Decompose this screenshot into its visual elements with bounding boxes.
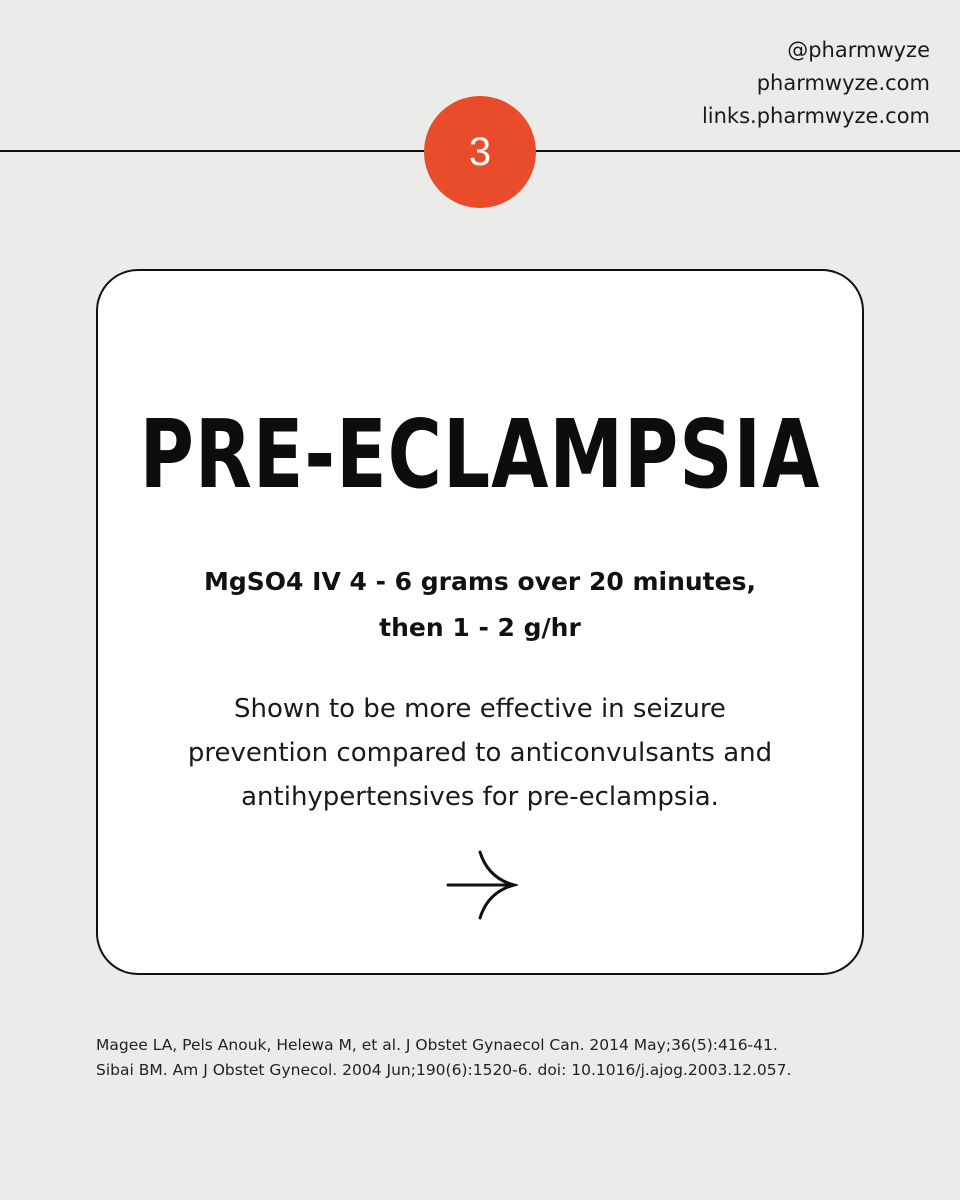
website-link[interactable]: pharmwyze.com <box>756 71 930 95</box>
reference-item: Sibai BM. Am J Obstet Gynecol. 2004 Jun;190(6):1520-6. doi: 10.1016/j.ajog.2003.12.057. <box>96 1061 792 1079</box>
description-line: prevention compared to anticonvulsants and <box>187 738 773 768</box>
links-link[interactable]: links.pharmwyze.com <box>701 104 930 128</box>
page-number-badge <box>424 96 536 208</box>
page-number: 3 <box>468 129 492 174</box>
arrow-right-icon[interactable] <box>444 848 518 922</box>
reference-item: Magee LA, Pels Anouk, Helewa M, et al. J Obstet Gynaecol Can. 2014 May;36(5):416-41. <box>96 1036 778 1054</box>
description-text <box>0 687 960 819</box>
references <box>96 1033 791 1083</box>
card-title: PRE-ECLAMPSIA <box>139 399 821 511</box>
description-line: antihypertensives for pre-eclampsia. <box>241 782 719 812</box>
description-line: Shown to be more effective in seizure <box>234 694 726 724</box>
dosage-text <box>0 559 960 651</box>
dosage-line: then 1 - 2 g/hr <box>379 613 581 642</box>
contact-info <box>702 34 930 133</box>
social-handle[interactable]: @pharmwyze <box>787 38 930 62</box>
dosage-line: MgSO4 IV 4 - 6 grams over 20 minutes, <box>204 567 756 596</box>
arrow-right-icon-svg <box>444 848 518 922</box>
